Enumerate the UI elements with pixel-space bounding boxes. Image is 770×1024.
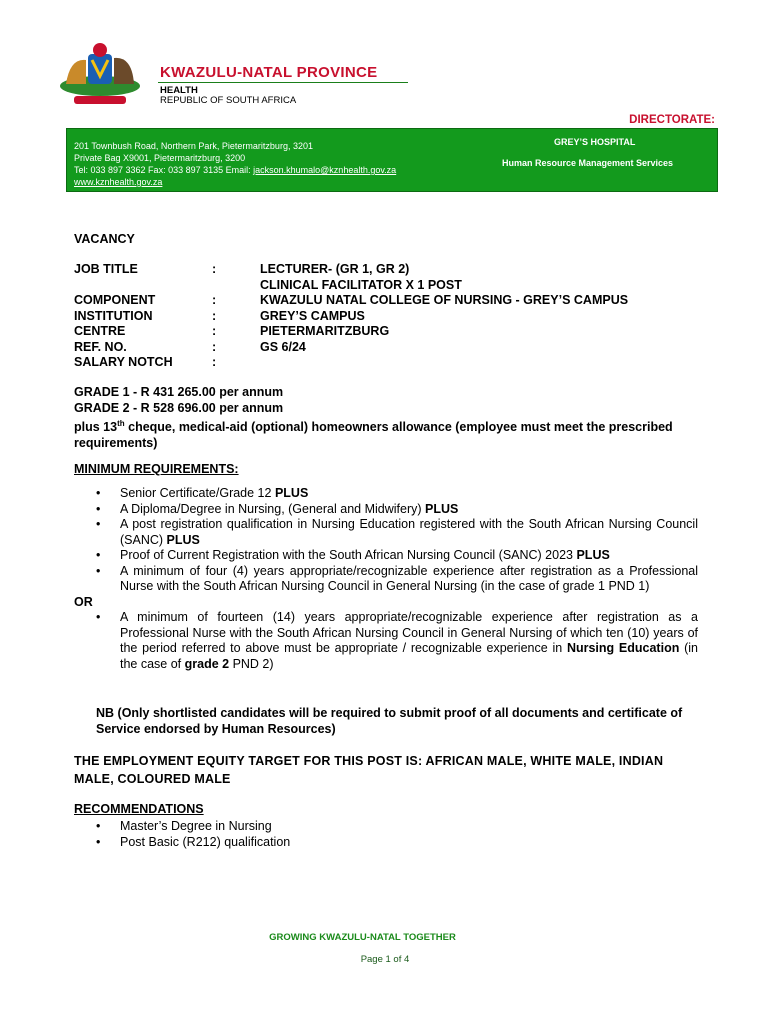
- address-block: [74, 140, 396, 188]
- field-colon: :: [212, 293, 217, 307]
- min-requirements-heading: MINIMUM REQUIREMENTS:: [74, 462, 239, 476]
- department-name: HEALTH: [160, 85, 198, 96]
- header-divider: [158, 82, 408, 83]
- benefits-pre: plus 13: [74, 420, 118, 435]
- field-value: PIETERMARITZBURG: [260, 324, 390, 338]
- email-link[interactable]: jackson.khumalo@kznhealth.gov.za: [253, 165, 397, 175]
- field-value: KWAZULU NATAL COLLEGE OF NURSING - GREY’S CAMPUS: [260, 293, 629, 307]
- province-title: KWAZULU-NATAL PROVINCE: [160, 64, 378, 81]
- recommendations-heading: RECOMMENDATIONS: [74, 802, 204, 816]
- address-line-1: 201 Townbush Road, Northern Park, Pietermaritzburg, 3201: [74, 141, 313, 151]
- list-item: • Proof of Current Registration with the South African Nursing Council (SANC) 2023 PLUS: [96, 548, 610, 562]
- field-colon: :: [212, 262, 217, 276]
- list-item: • Master’s Degree in Nursing: [96, 819, 272, 833]
- list-item: • Senior Certificate/Grade 12 PLUS: [96, 486, 309, 500]
- country-name: REPUBLIC OF SOUTH AFRICA: [160, 95, 297, 106]
- requirements-list: [74, 486, 698, 672]
- list-item: • Post Basic (R212) qualification: [96, 834, 291, 849]
- nb-note: NB (Only shortlisted candidates will be required to submit proof of all documents and certificate of Service endorsed by Human Resources): [96, 706, 683, 736]
- field-value: LECTURER- (GR 1, GR 2): [260, 262, 410, 276]
- benefits-post: cheque, medical-aid (optional) homeowners allowance (employee must meet the prescribed requirements): [74, 420, 673, 450]
- benefits-text: [74, 416, 699, 451]
- equity-target: THE EMPLOYMENT EQUITY TARGET FOR THIS POST IS: AFRICAN MALE, WHITE MALE, INDIAN MALE, COLOURED MALE: [74, 754, 664, 786]
- vacancy-heading: VACANCY: [74, 232, 135, 246]
- footer-slogan: GROWING KWAZULU-NATAL TOGETHER: [269, 932, 456, 943]
- grade-2-salary: GRADE 2 - R 528 696.00 per annum: [74, 401, 284, 415]
- directorate-label: DIRECTORATE:: [629, 114, 715, 126]
- phone-fax: Tel: 033 897 3362 Fax: 033 897 3135 Email:: [74, 165, 254, 175]
- recommendations-list: [74, 819, 698, 850]
- list-item: • A post registration qualification in Nursing Education registered with the South African Nursing Council (SANC) PLUS: [96, 517, 698, 547]
- unit-name: Human Resource Management Services: [502, 158, 674, 168]
- grade-1-salary: GRADE 1 - R 431 265.00 per annum: [74, 385, 284, 399]
- list-item: • A minimum of four (4) years appropriate/recognizable experience after registration as a Professional Nurse with the South African Nursing Council in General Nursing (in the case of grade 1 PND 1): [96, 563, 698, 593]
- field-label: COMPONENT: [74, 293, 156, 307]
- field-colon: :: [212, 324, 217, 338]
- contact-line: [74, 164, 396, 176]
- field-label: INSTITUTION: [74, 309, 153, 323]
- page-number: Page 1 of 4: [360, 954, 410, 965]
- coat-of-arms-logo: [52, 38, 148, 114]
- benefits-sup: th: [117, 419, 125, 428]
- field-label: CENTRE: [74, 324, 126, 338]
- field-value: CLINICAL FACILITATOR X 1 POST: [260, 278, 462, 292]
- or-separator: OR: [74, 594, 93, 609]
- field-value: GS 6/24: [260, 340, 306, 354]
- field-label: SALARY NOTCH: [74, 355, 173, 369]
- address-line-2: Private Bag X9001, Pietermaritzburg, 3200: [74, 153, 246, 163]
- field-colon: :: [212, 340, 217, 354]
- field-colon: :: [212, 309, 217, 323]
- field-label: JOB TITLE: [74, 262, 138, 276]
- field-colon: :: [212, 355, 217, 369]
- field-value: GREY’S CAMPUS: [260, 309, 365, 323]
- hospital-name: GREY’S HOSPITAL: [554, 137, 636, 147]
- list-item: • A minimum of fourteen (14) years appropriate/recognizable experience after registration as a Professional Nurse with the South African Nursing Council in General Nursing of which ten (10) years of the period referred to above must be appropriate / recognizable experience in Nursing Education (in the case of grade 2 PND 2): [96, 610, 698, 671]
- field-label: REF. NO.: [74, 340, 127, 354]
- contact-banner: [66, 128, 718, 192]
- website-link[interactable]: www.kznhealth.gov.za: [74, 177, 163, 187]
- list-item: • A Diploma/Degree in Nursing, (General and Midwifery) PLUS: [96, 501, 459, 516]
